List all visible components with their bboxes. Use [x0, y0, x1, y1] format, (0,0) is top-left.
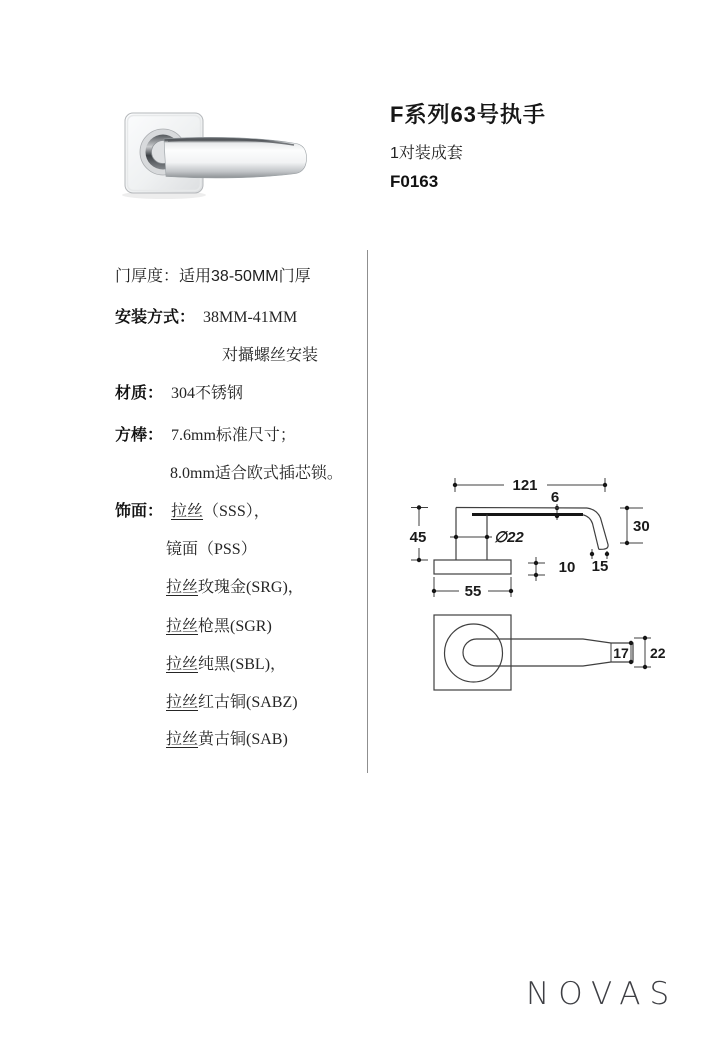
spec-value-underlined: 拉丝: [166, 731, 199, 748]
spec-line-spindle-2: [170, 463, 343, 485]
spec-value: 黄古铜(SAB): [198, 731, 288, 748]
handle-photo-illustration: [100, 85, 340, 235]
brand-logo: NOVAS: [526, 976, 679, 1012]
spec-line-finish-sss: [115, 501, 270, 523]
spec-value-underlined: 拉丝: [166, 694, 199, 711]
spec-value: 8.0mm适合欧式插芯锁。: [170, 465, 343, 482]
spec-value-underlined: 拉丝: [166, 656, 199, 673]
side-view-svg: [400, 460, 665, 605]
spec-value: 7.6mm标准尺寸；: [171, 427, 296, 444]
packaging-note: 1对装成套: [390, 145, 463, 162]
spec-label: 安装方式：: [115, 309, 196, 326]
top-view-svg: [420, 605, 670, 700]
dim-lever-width-22: 22: [650, 645, 666, 661]
spec-line-finish-sbl: [166, 654, 286, 676]
spec-value: （SSS），: [203, 503, 270, 520]
dim-drop-30: 30: [633, 518, 650, 535]
spec-value: 适用38-50MM门厚: [179, 268, 311, 285]
technical-drawing-top-view: [420, 605, 670, 705]
dim-tip-width-15: 15: [591, 558, 609, 575]
spec-value: 镜面（PSS）: [166, 541, 257, 558]
spec-line-finish-pss: [166, 539, 257, 561]
spec-value: 纯黑(SBL)，: [198, 656, 287, 673]
product-photo: [100, 85, 340, 235]
spec-value-underlined: 拉丝: [166, 618, 199, 635]
spec-value: 304不锈钢: [171, 385, 244, 402]
spec-line-finish-sgr: [166, 616, 272, 638]
dim-tip-width-17: 17: [613, 645, 629, 661]
spec-value-underlined: 拉丝: [171, 503, 204, 520]
spec-line-finish-srg: [166, 577, 304, 599]
dim-neck-diameter-22: ∅22: [494, 529, 524, 546]
model-number: F0163: [390, 172, 439, 191]
dim-rose-width-55: 55: [464, 583, 482, 600]
spec-value-underlined: 拉丝: [166, 579, 199, 596]
dim-thickness-6: 6: [550, 489, 560, 506]
spec-label: 材质：: [115, 385, 164, 402]
page-title: F系列63号执手: [390, 102, 546, 127]
spec-line-door-thickness-clipped: [115, 268, 350, 290]
technical-drawing-side-view: [400, 460, 665, 610]
spec-line-install-2: [222, 345, 318, 367]
spec-line-spindle: [115, 425, 296, 447]
spec-value: 枪黑(SGR): [198, 618, 272, 635]
spec-value: 玫瑰金(SRG)，: [198, 579, 304, 596]
dim-base-thickness-10: 10: [558, 559, 576, 576]
spec-line-install: [115, 307, 297, 329]
spec-line-finish-sab: [166, 729, 288, 751]
spec-label: 方棒：: [115, 427, 164, 444]
dim-length-121: 121: [512, 477, 538, 494]
spec-value: 对攝螺丝安装: [222, 347, 319, 364]
spec-value: 38MM-41MM: [203, 309, 298, 326]
spec-label: 饰面：: [115, 503, 164, 520]
spec-label: 门厚度：: [115, 268, 180, 285]
column-divider: [367, 250, 368, 773]
spec-line-material: [115, 383, 243, 405]
spec-line-finish-sabz: [166, 692, 298, 714]
dim-height-45: 45: [409, 529, 427, 546]
spec-value: 红古铜(SABZ): [198, 694, 298, 711]
